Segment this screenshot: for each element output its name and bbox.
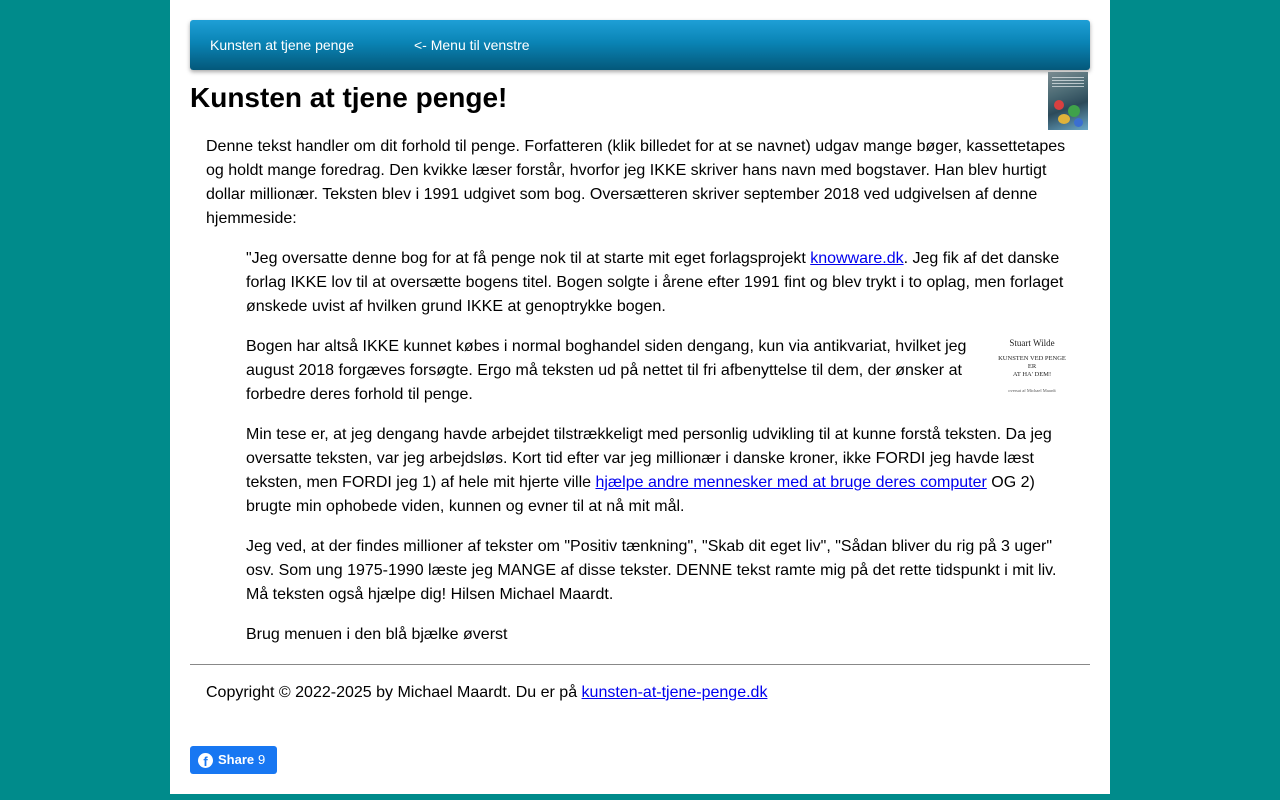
facebook-icon: f (198, 753, 213, 768)
thumb-decoration (1074, 118, 1083, 127)
copyright-line (206, 681, 767, 705)
thumb-decoration (1068, 105, 1080, 117)
nav-home-link[interactable]: Kunsten at tjene penge (210, 37, 355, 53)
share-count: 9 (258, 752, 266, 767)
copyright-text: Copyright © 2022-2025 by Michael Maardt. Du er på (206, 684, 582, 701)
page-container (170, 0, 1110, 794)
knowware-link[interactable]: knowware.dk (810, 250, 904, 267)
quote-paragraph-5: Brug menuen i den blå bjælke øverst (246, 626, 508, 643)
quote-p1-text-a: "Jeg oversatte denne bog for at få penge nok til at starte mit eget forlagsprojekt (246, 250, 811, 267)
quote-paragraph-3 (246, 423, 1066, 519)
nav-menu-toggle[interactable]: <- Menu til venstre (414, 37, 530, 53)
thumb-decoration (1054, 100, 1064, 110)
quote-paragraph-4: Jeg ved, at der findes millioner af tekster om "Positiv tænkning", "Skab dit eget liv", "Sådan bliver du rig på 3 uger" osv. Som ung 1975-1990 læste jeg MANGE af disse tekster. DENNE tekst ramte mig på det rette tidspunkt i mit liv. Må teksten også hjælpe dig! Hilsen Michael Maardt. (246, 538, 1057, 603)
thumb-decoration (1058, 114, 1070, 124)
cover-credit: oversat af Michael Maardt (1008, 388, 1056, 393)
cover-title (990, 355, 1074, 379)
cover-title-line-1: KUNSTEN VED PENGE (998, 355, 1066, 362)
thumb-title-lines (1052, 77, 1084, 89)
book-cover-image[interactable] (990, 336, 1074, 400)
facebook-share-button[interactable] (190, 746, 277, 774)
cover-title-line-3: AT HA' DEM! (1012, 371, 1052, 378)
share-label: Share (218, 752, 255, 767)
quote-paragraph-2: Bogen har altså IKKE kunnet købes i normal boghandel siden dengang, kun via antikvariat, hvilket jeg august 2018 forgæves forsøgte. Ergo må teksten ud på nettet til fri afbenyttelse til dem, der ønsker at forbedre deres forhold til penge. (246, 338, 967, 403)
quote-p1-text-b: . Jeg fik af det danske forlag IKKE lov til at oversætte bogens titel. Bogen solgte i årene efter 1991 fint og blev trykt i to oplag, men forlaget ønskede uvist af hvilken grund IKKE at genoptrykke bogen. (246, 250, 1064, 315)
quote-p3-text-b: OG 2) brugte min ophobede viden, kunnen og evner til at nå mit mål. (246, 474, 1035, 515)
cover-author: Stuart Wilde (1009, 338, 1055, 348)
footer-divider (190, 664, 1090, 665)
book-cover-thumbnail-icon[interactable] (1048, 72, 1088, 130)
top-navbar (190, 20, 1090, 70)
help-computer-link[interactable]: hjælpe andre mennesker med at bruge deres computer (595, 474, 987, 491)
quote-p3-text-a: Min tese er, at jeg dengang havde arbejdet tilstrækkeligt med personlig udvikling til at kunne forstå teksten. Da jeg oversatte teksten, var jeg arbejdsløs. Kort tid efter var jeg millionær i danske kroner, ikke FORDI jeg havde læst teksten, men FORDI jeg 1) af hele mit hjerte ville (246, 426, 1052, 491)
page-title: Kunsten at tjene penge! (190, 82, 508, 113)
site-link[interactable]: kunsten-at-tjene-penge.dk (581, 684, 768, 701)
intro-paragraph: Denne tekst handler om dit forhold til penge. Forfatteren (klik billedet for at se navnet) udgav mange bøger, kassettetapes og holdt mange foredrag. Den kvikke læser forstår, hvorfor jeg IKKE skriver hans navn med bogstaver. Han blev hurtigt dollar millionær. Teksten blev i 1991 udgivet som bog. Oversætteren skriver september 2018 ved udgivelsen af denne hjemmeside: (206, 138, 1066, 227)
quote-paragraph-1 (246, 247, 1076, 319)
cover-title-line-2: ER (1027, 363, 1037, 370)
